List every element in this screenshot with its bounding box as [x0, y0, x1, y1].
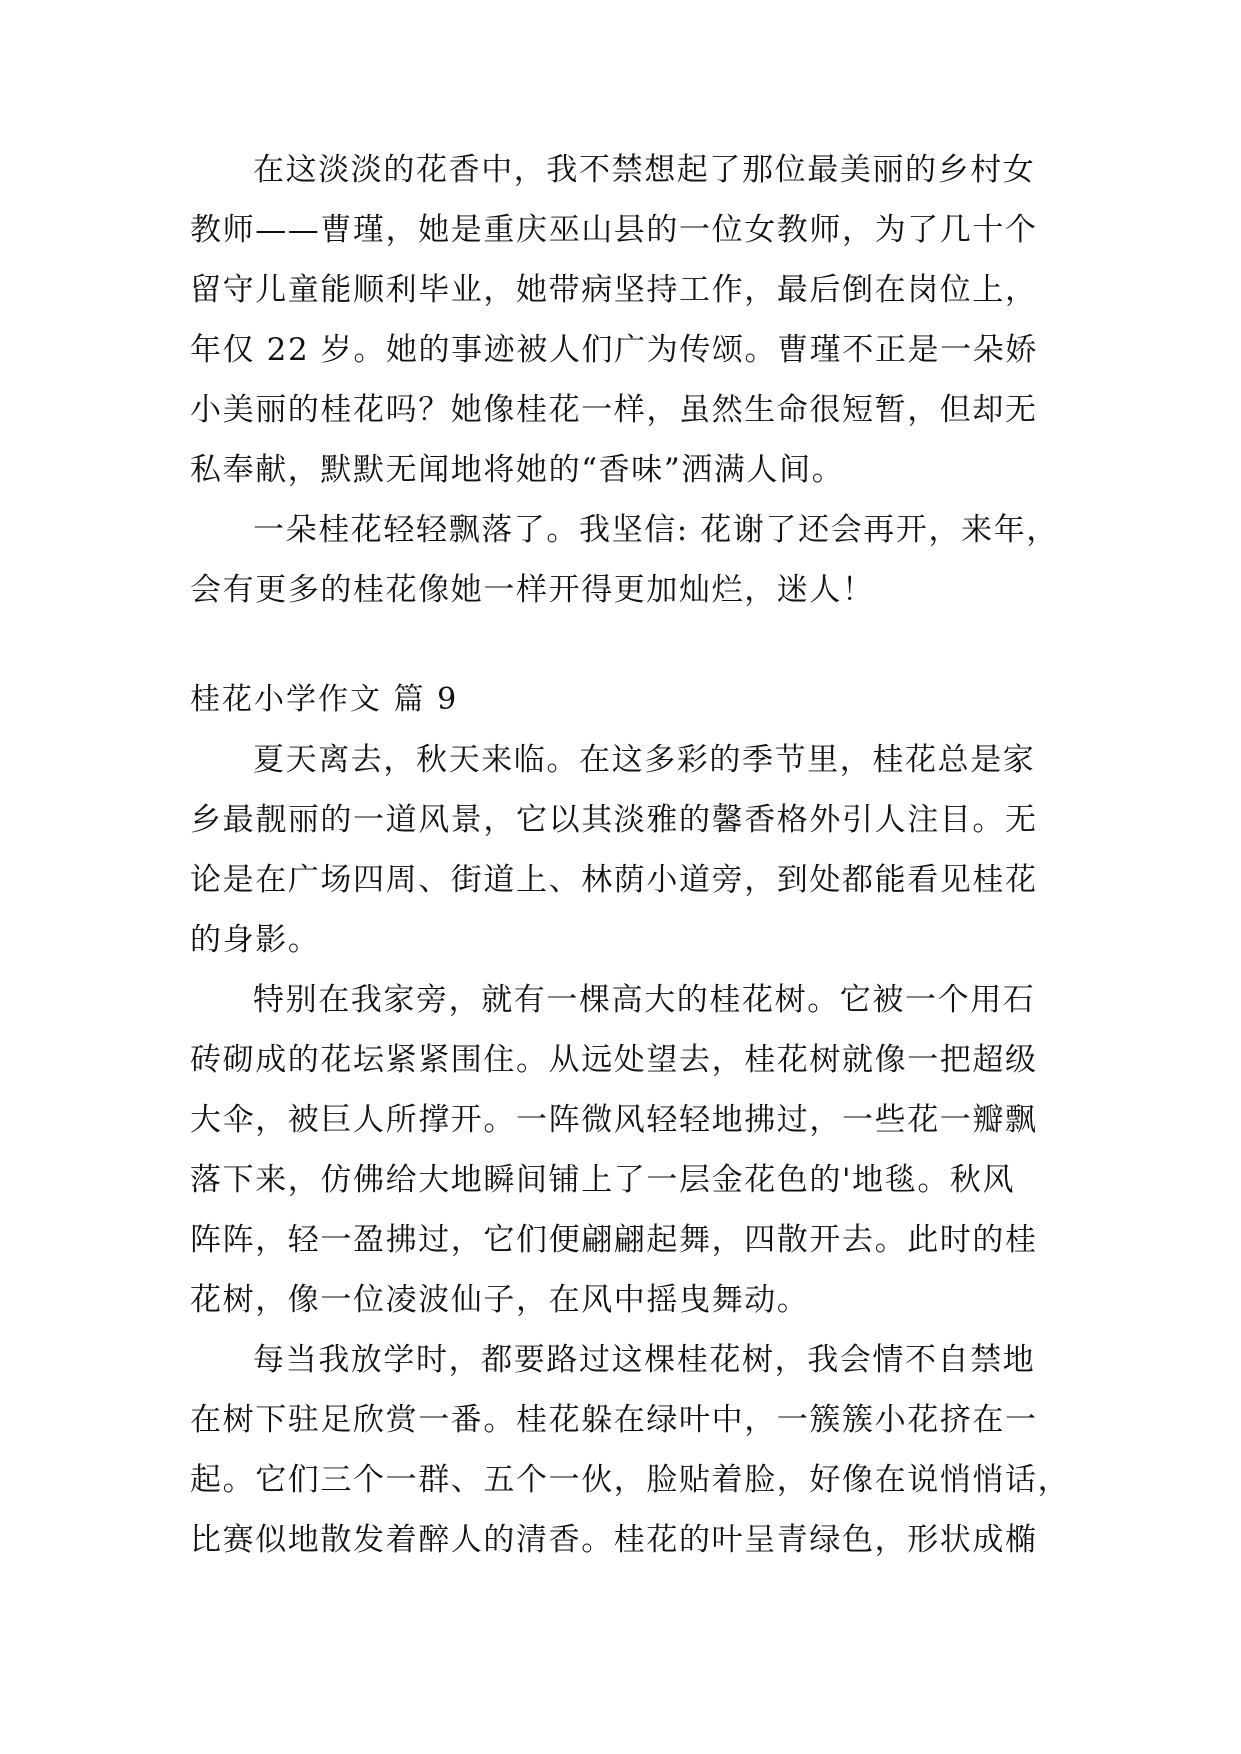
- text-line: 夏天离去，秋天来临。在这多彩的季节里，桂花总是家: [253, 742, 1036, 778]
- text-line: 乡最靓丽的一道风景，它以其淡雅的馨香格外引人注目。无: [190, 802, 1038, 838]
- text-line: 一朵桂花轻轻飘落了。我坚信: 花谢了还会再开，来年，: [253, 512, 1059, 548]
- text-line: 阵阵，轻一盈拂过，它们便翩翩起舞，四散开去。此时的桂: [190, 1222, 1038, 1258]
- text-line: 落下来，仿佛给大地瞬间铺上了一层金花色的'地毯。秋风: [190, 1162, 1016, 1198]
- text-line: 每当我放学时，都要路过这棵桂花树，我会情不自禁地: [253, 1342, 1036, 1378]
- text-line: 的身影。: [190, 922, 321, 958]
- section-heading: 桂花小学作文 篇 9: [190, 682, 459, 717]
- text-line: 特别在我家旁，就有一棵高大的桂花树。它被一个用石: [253, 982, 1036, 1018]
- text-line: 私奉献，默默无闻地将她的“香味”洒满人间。: [190, 452, 845, 488]
- text-line: 花树，像一位凌波仙子，在风中摇曳舞动。: [190, 1282, 810, 1318]
- text-line: 比赛似地散发着醉人的清香。桂花的叶呈青绿色，形状成椭: [190, 1522, 1038, 1558]
- text-line: 在树下驻足欣赏一番。桂花躲在绿叶中，一簇簇小花挤在一: [190, 1402, 1038, 1438]
- text-line: 在这淡淡的花香中，我不禁想起了那位最美丽的乡村女: [253, 152, 1036, 188]
- text-line: 论是在广场四周、街道上、林荫小道旁，到处都能看见桂花: [190, 862, 1038, 898]
- text-line: 小美丽的桂花吗？她像桂花一样，虽然生命很短暂，但却无: [190, 392, 1038, 428]
- text-line: 会有更多的桂花像她一样开得更加灿烂，迷人！: [190, 572, 875, 608]
- text-line: 年仅 22 岁。她的事迹被人们广为传颂。曹瑾不正是一朵娇: [190, 332, 1038, 368]
- text-line: 留守儿童能顺利毕业，她带病坚持工作，最后倒在岗位上，: [190, 272, 1038, 308]
- text-line: 大伞，被巨人所撑开。一阵微风轻轻地拂过，一些花一瓣飘: [190, 1102, 1038, 1138]
- text-line: 教师——曹瑾，她是重庆巫山县的一位女教师，为了几十个: [190, 212, 1038, 248]
- text-line: 砖砌成的花坛紧紧围住。从远处望去，桂花树就像一把超级: [190, 1042, 1038, 1078]
- text-line: 起。它们三个一群、五个一伙，脸贴着脸，好像在说悄悄话，: [190, 1462, 1071, 1498]
